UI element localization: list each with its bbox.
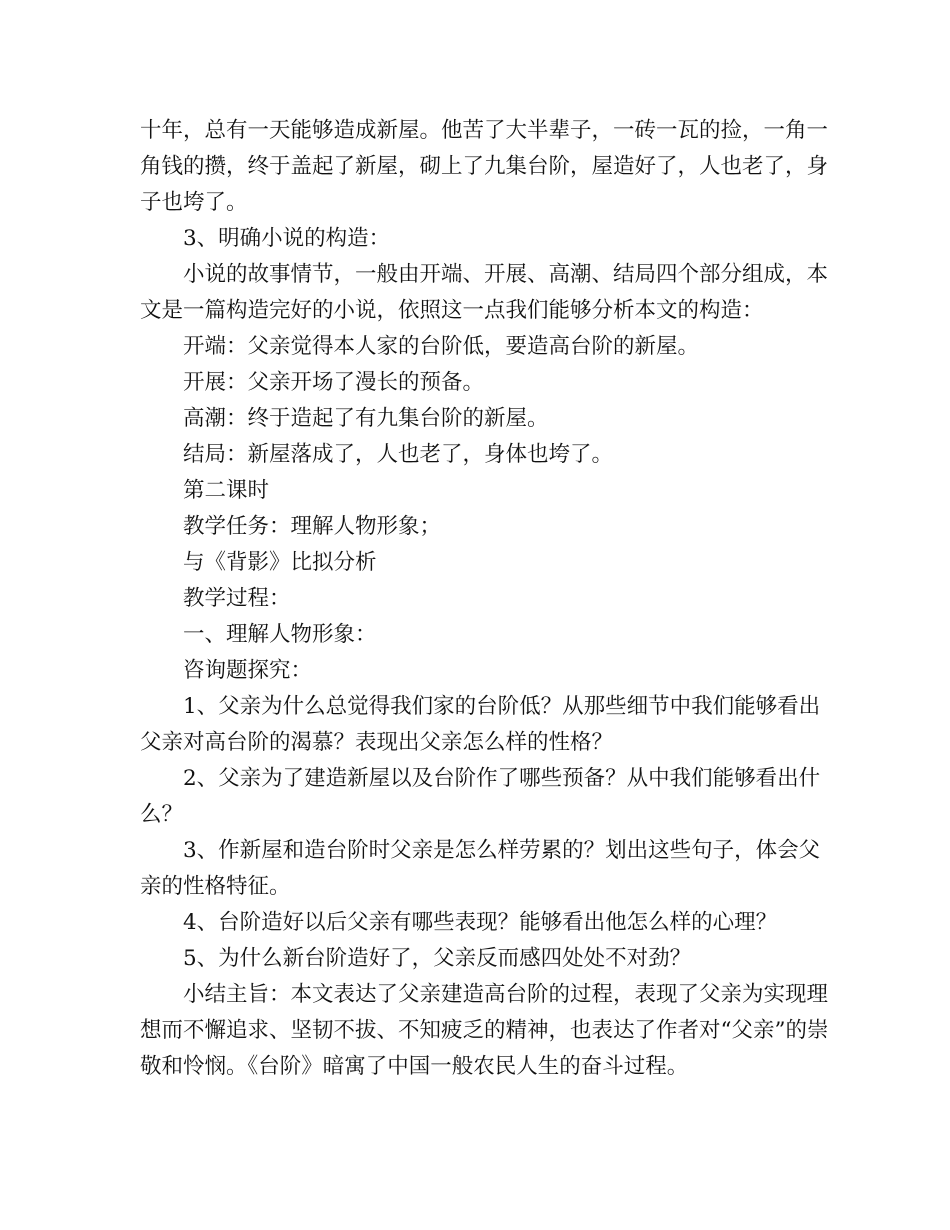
teaching-task: 教学任务：理解人物形象； xyxy=(183,514,442,539)
section-heading-characters: 一、理解人物形象： xyxy=(183,622,377,647)
section-heading-structure: 3、明确小说的构造： xyxy=(183,226,391,251)
question-item: 5、为什么新台阶造好了，父亲反而感四处处不对劲？ xyxy=(183,946,692,971)
question-item: 4、台阶造好以后父亲有哪些表现？能够看出他怎么样的心理？ xyxy=(183,910,778,935)
teaching-process-heading: 教学过程： xyxy=(183,586,291,611)
plot-ending: 结局：新屋落成了，人也老了，身体也垮了。 xyxy=(183,442,614,467)
question-item: 1、父亲为什么总觉得我们家的台阶低？从那些细节中我们能够看出父亲对高台阶的渴慕？表现出父亲怎么样的性格？ xyxy=(140,694,821,755)
plot-climax: 高潮：终于造起了有九集台阶的新屋。 xyxy=(183,406,549,431)
document-body xyxy=(140,113,830,1085)
question-item: 2、父亲为了建造新屋以及台阶作了哪些预备？从中我们能够看出什么？ xyxy=(140,766,821,827)
plot-development: 开展：父亲开场了漫长的预备。 xyxy=(183,370,485,395)
lesson-heading: 第二课时 xyxy=(183,478,270,503)
plot-beginning: 开端：父亲觉得本人家的台阶低，要造高台阶的新屋。 xyxy=(183,334,700,359)
paragraph-plot-intro: 小说的故事情节，一般由开端、开展、高潮、结局四个部分组成，本文是一篇构造完好的小说，依照这一点我们能够分析本文的构造： xyxy=(140,262,829,323)
summary-paragraph: 小结主旨：本文表达了父亲建造高台阶的过程，表现了父亲为实现理想而不懈追求、坚韧不拔、不知疲乏的精神，也表达了作者对“父亲”的崇敬和怜悯。《台阶》暗寓了中国一般农民人生的奋斗过程。 xyxy=(140,982,829,1079)
teaching-task-comparison: 与《背影》比拟分析 xyxy=(183,550,377,575)
paragraph-continuation: 十年，总有一天能够造成新屋。他苦了大半辈子，一砖一瓦的捡，一角一角钱的攒，终于盖起了新屋，砌上了九集台阶，屋造好了，人也老了，身子也垮了。 xyxy=(140,118,829,215)
question-item: 3、作新屋和造台阶时父亲是怎么样劳累的？划出这些句子，体会父亲的性格特征。 xyxy=(140,838,821,899)
question-inquiry-heading: 咨询题探究： xyxy=(183,658,313,683)
